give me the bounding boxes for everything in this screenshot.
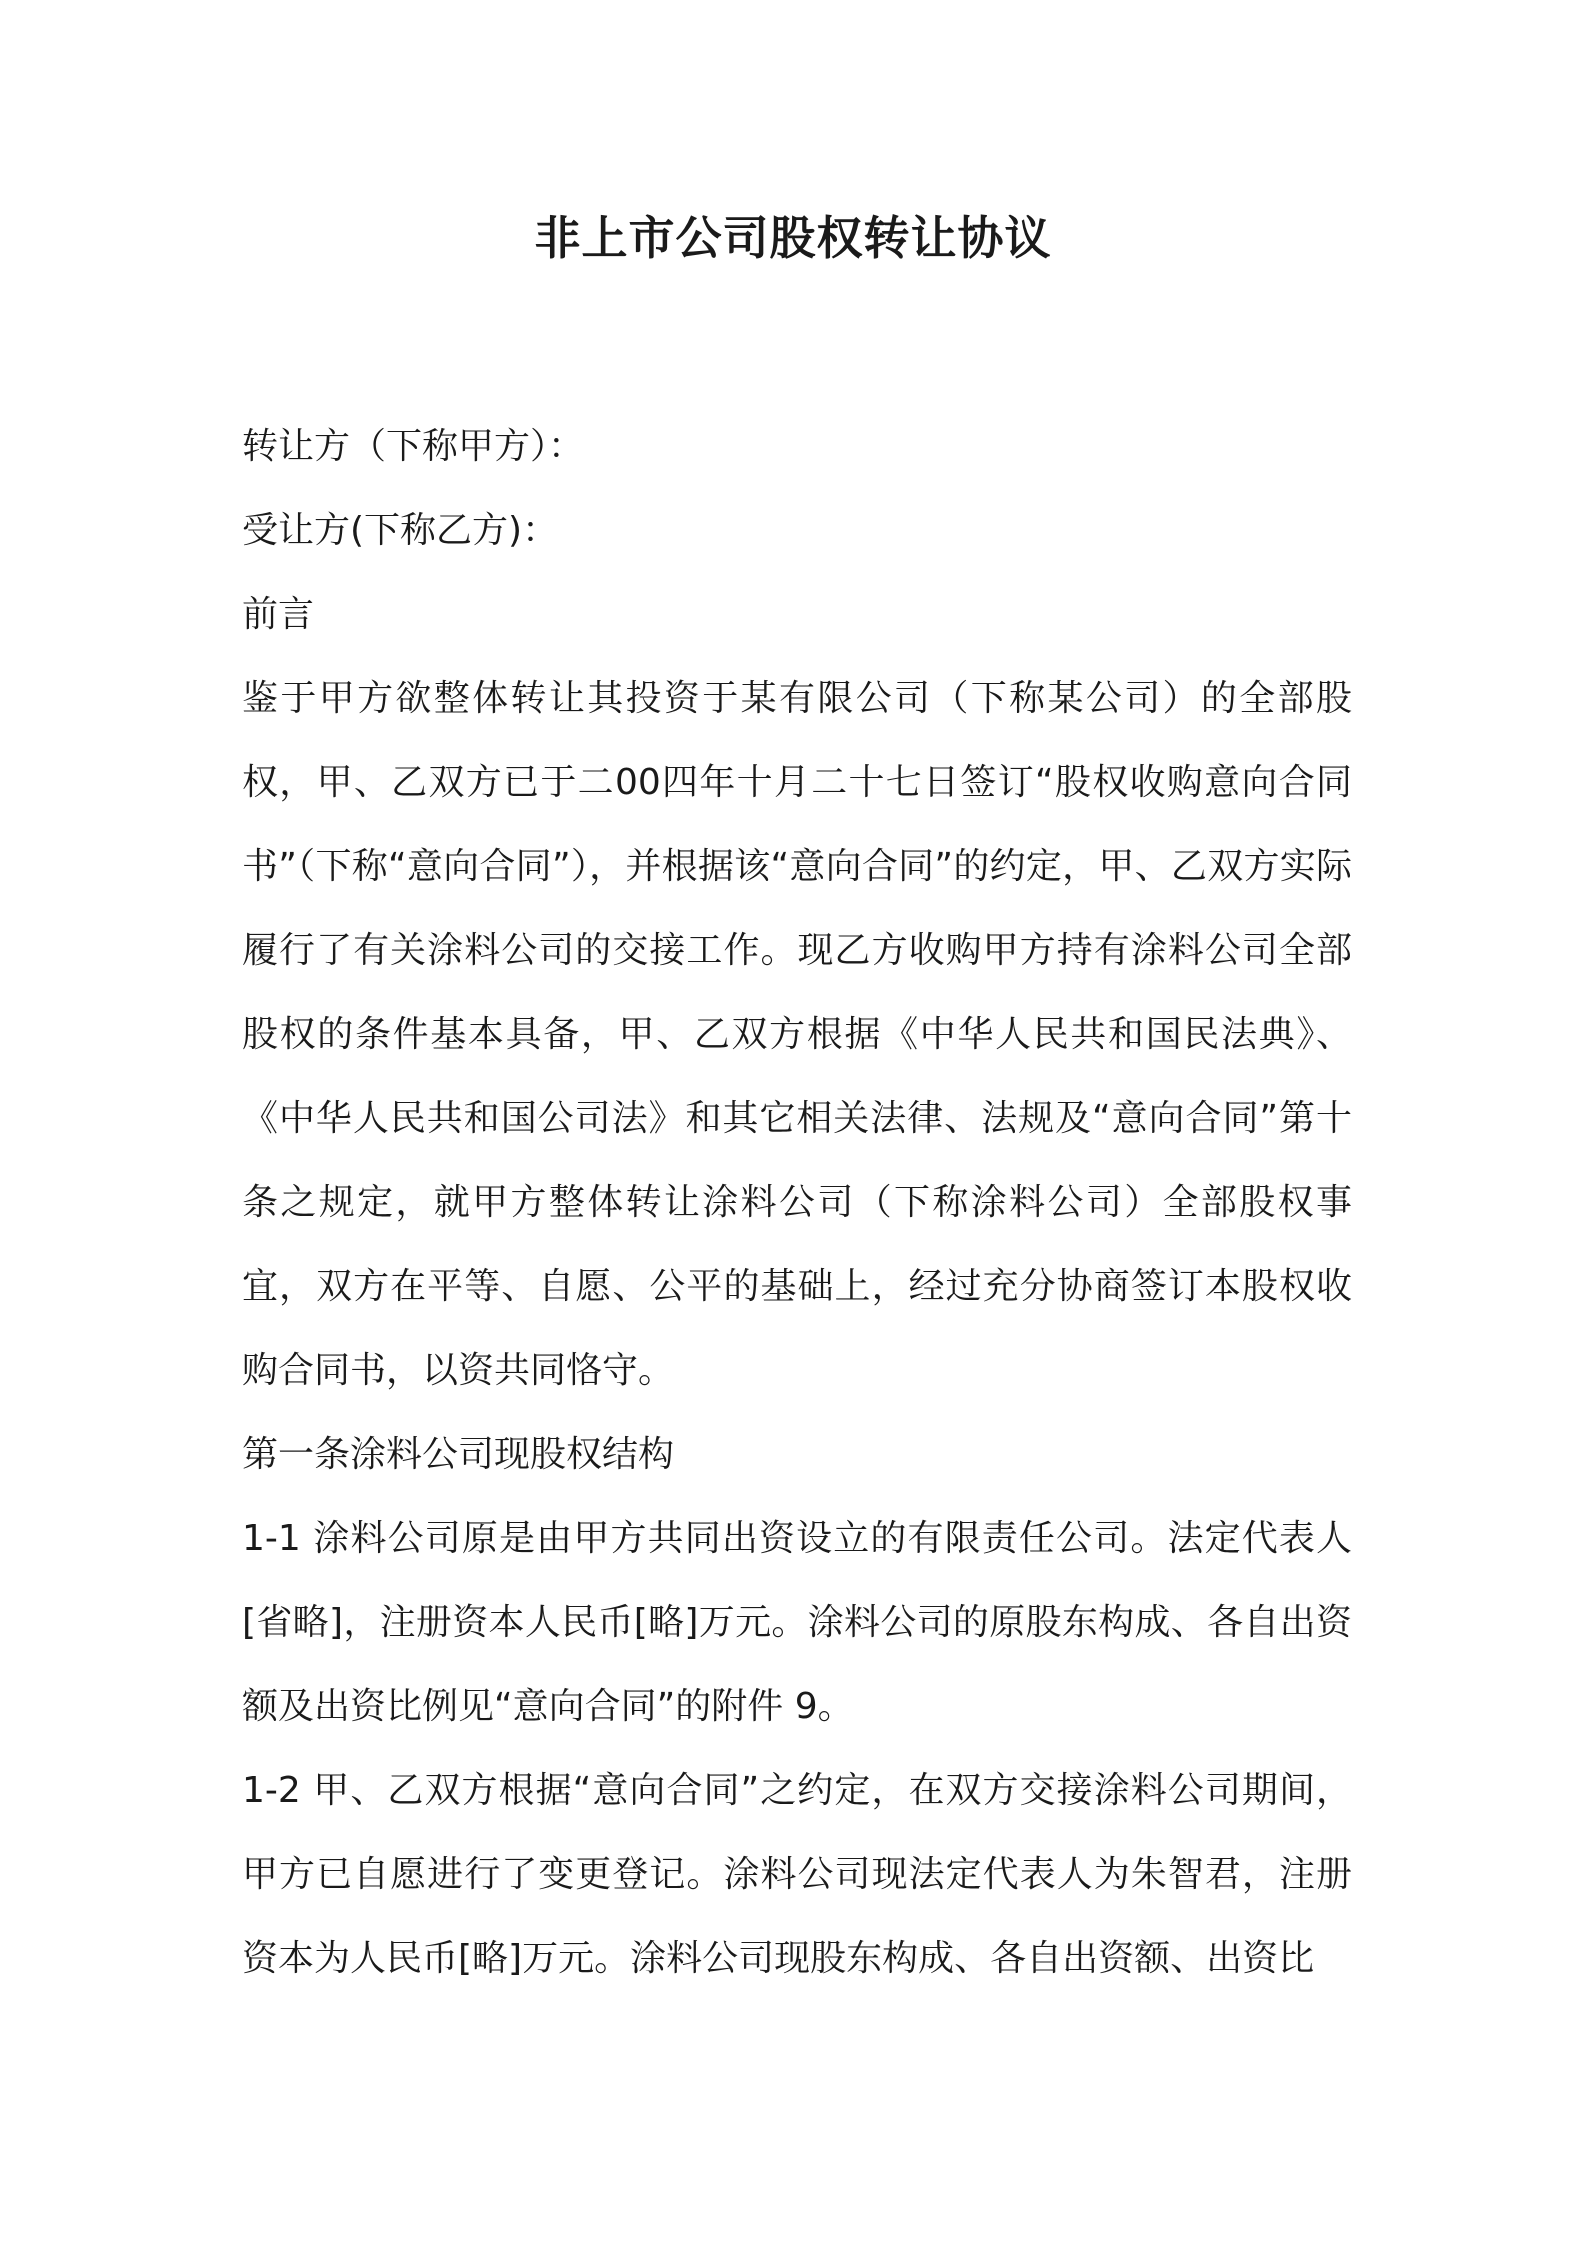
clause-1-2: 1-2 甲、乙双方根据“意向合同”之约定，在双方交接涂料公司期间，甲方已自愿进行了变更登记。涂料公司现法定代表人为朱智君，注册资本为人民币[略]万元。涂料公司现股东构成、各自出资额、出资比	[242, 1770, 1352, 1979]
clause-1-1: 1-1 涂料公司原是由甲方共同出资设立的有限责任公司。法定代表人[省略]，注册资本人民币[略]万元。涂料公司的原股东构成、各自出资额及出资比例见“意向合同”的附件 9。	[242, 1518, 1352, 1727]
preface-heading: 前言	[242, 594, 315, 635]
document-title: 非上市公司股权转让协议	[534, 211, 1052, 265]
preface-paragraph: 鉴于甲方欲整体转让其投资于某有限公司（下称某公司）的全部股权，甲、乙双方已于二00四年十月二十七日签订“股权收购意向合同书”（下称“意向合同”），并根据该“意向合同”的约定，甲、乙双方实际履行了有关涂料公司的交接工作。现乙方收购甲方持有涂料公司全部股权的条件基本具备，甲、乙双方根据《中华人民共和国民法典》、《中华人民共和国公司法》和其它相关法律、法规及“意向合同”第十条之规定，就甲方整体转让涂料公司（下称涂料公司）全部股权事宜，双方在平等、自愿、公平的基础上，经过充分协商签订本股权收购合同书，以资共同恪守。	[242, 678, 1352, 1391]
article-one-heading: 第一条涂料公司现股权结构	[242, 1434, 675, 1475]
transferor-line: 转让方（下称甲方）：	[242, 426, 585, 467]
transferee-line: 受让方(下称乙方)：	[242, 510, 559, 551]
document-body	[242, 405, 1352, 2001]
